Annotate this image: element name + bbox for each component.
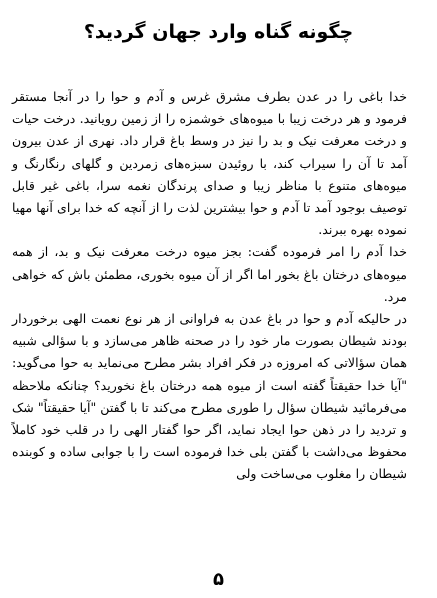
paragraph-serpent: در حالیکه آدم و حوا در باغ عدن به فراوانی از هر نوع نعمت الهی برخوردار بودند شیطان بصورت مار خود را در صحنه ظاهر می‌سازد و با سؤالی شبیه همان سؤالاتی که امروزه در فکر افراد بشر مطرح می‌نماید به حوا می‌گوید: "آیا خدا حقیقتاً گفته است از میوه همه درختان باغ نخورید؟ چنانکه ملاحظه می‌فرمائید شیطان سؤال را طوری مطرح می‌کند تا با گفتن "آیا حقیقتاً" شک و تردید را در ذهن حوا ایجاد نماید، اگر حوا گفتار الهی را در قلب خود کاملاً محفوظ می‌داشت با گفتن بلی خدا فرموده است را با جوابی ساده و کوبنده شیطان را مغلوب می‌ساخت ولی: [12, 311, 407, 482]
page-number: ۵: [213, 569, 224, 590]
paragraph-garden: خدا باغی را در عدن بطرف مشرق غرس و آدم و حوا را در آنجا مستقر فرمود و هر درخت زیبا با میوه‌های خوشمزه را از زمین رویانید. درخت حیات و درخت معرفت نیک و بد را نیز در وسط باغ قرار داد. نهری از عدن بیرون آمد تا آن را سیراب کند، با روئیدن سبزه‌های زمردین و گلهای رنگارنگ و میوه‌های متنوع با مناظر زیبا و صدای پرندگان نغمه سرا، باغی غیر قابل توصیف بوجود آمد تا آدم و حوا بیشترین لذت را از آنچه که خدا برای آنها مهیا نموده بهره ببرند.: [12, 89, 407, 238]
paragraph-command: خدا آدم را امر فرموده گفت: بجز میوه درخت معرفت نیک و بد، از همه میوه‌های درختان باغ بخور اما اگر از آن میوه بخوری، مطمئن باش که خواهی مرد.: [12, 244, 407, 304]
page-title: چگونه گناه وارد جهان گردید؟: [83, 20, 354, 43]
body-text: [12, 86, 407, 486]
